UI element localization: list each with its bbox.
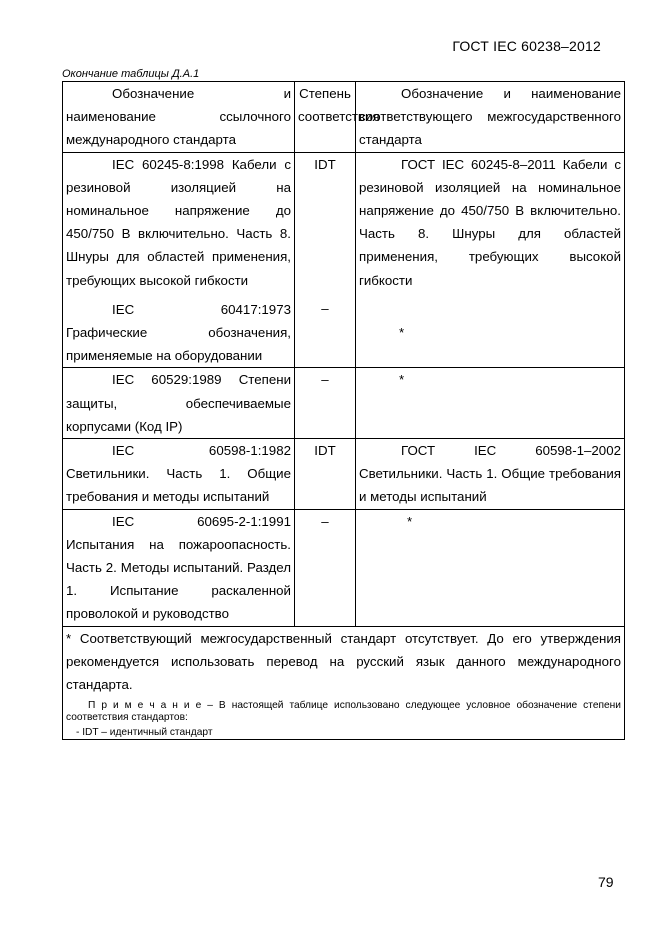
cell-degree: IDT –	[295, 152, 356, 368]
page-number: 79	[598, 874, 614, 890]
document-code: ГОСТ IEC 60238–2012	[452, 38, 601, 54]
note-item: - IDT – идентичный стандарт	[76, 727, 213, 739]
header-interstate: Обозначение и наименование соответствующего межгосударственного стандарта	[356, 82, 625, 153]
table-notes-row	[63, 626, 625, 740]
table-row	[63, 368, 625, 439]
table-header-row	[63, 82, 625, 153]
cell-international: IEC 60598-1:1982 Светильники. Часть 1. Общие требования и методы испытаний	[63, 439, 295, 510]
table-row	[63, 152, 625, 368]
table-row	[63, 509, 625, 626]
correspondence-table	[62, 81, 625, 740]
cell-interstate: ГОСТ IEC 60245-8–2011 Кабели с резиновой изоляцией на номинальное напряжение до 450/750 В включительно. Часть 8. Шнуры для областей применения, требующих высокой гибкости *	[356, 152, 625, 368]
cell-international: IEC 60529:1989 Степени защиты, обеспечиваемые корпусами (Код IP)	[63, 368, 295, 439]
notes-cell	[63, 626, 625, 740]
footnote: * Соответствующий межгосударственный стандарт отсутствует. До его утверждения рекомендуется использовать перевод на русский язык данного международного стандарта.	[66, 630, 621, 693]
table-row	[63, 439, 625, 510]
header-degree: Степень соответствия	[295, 82, 356, 153]
table-caption: Окончание таблицы Д.А.1	[62, 68, 200, 80]
cell-interstate: *	[356, 368, 625, 439]
header-international: Обозначение и наименование ссылочного международного стандарта	[63, 82, 295, 153]
note-label: П р и м е ч а н и е	[88, 700, 202, 712]
cell-degree: –	[295, 368, 356, 439]
cell-international: IEC 60695-2-1:1991 Испытания на пожароопасность. Часть 2. Методы испытаний. Раздел 1. Испытание раскаленной проволокой и руководство	[63, 509, 295, 626]
cell-international: IEC 60245-8:1998 Кабели с резиновой изоляцией на номинальное напряжение до 450/750 В включительно. Часть 8. Шнуры для областей применения, требующих высокой гибкости IEC 60417:1973 Графические обозначения, применяемые на оборудовании	[63, 152, 295, 368]
cell-degree: –	[295, 509, 356, 626]
cell-interstate: ГОСТ IEC 60598-1–2002 Светильники. Часть 1. Общие требования и методы испытаний	[356, 439, 625, 510]
cell-interstate: *	[356, 509, 625, 626]
note-text: – В настоящей таблице использовано следующее условное обозначение степени соответствия стандартов:	[66, 700, 621, 724]
note	[66, 700, 621, 724]
cell-degree: IDT	[295, 439, 356, 510]
